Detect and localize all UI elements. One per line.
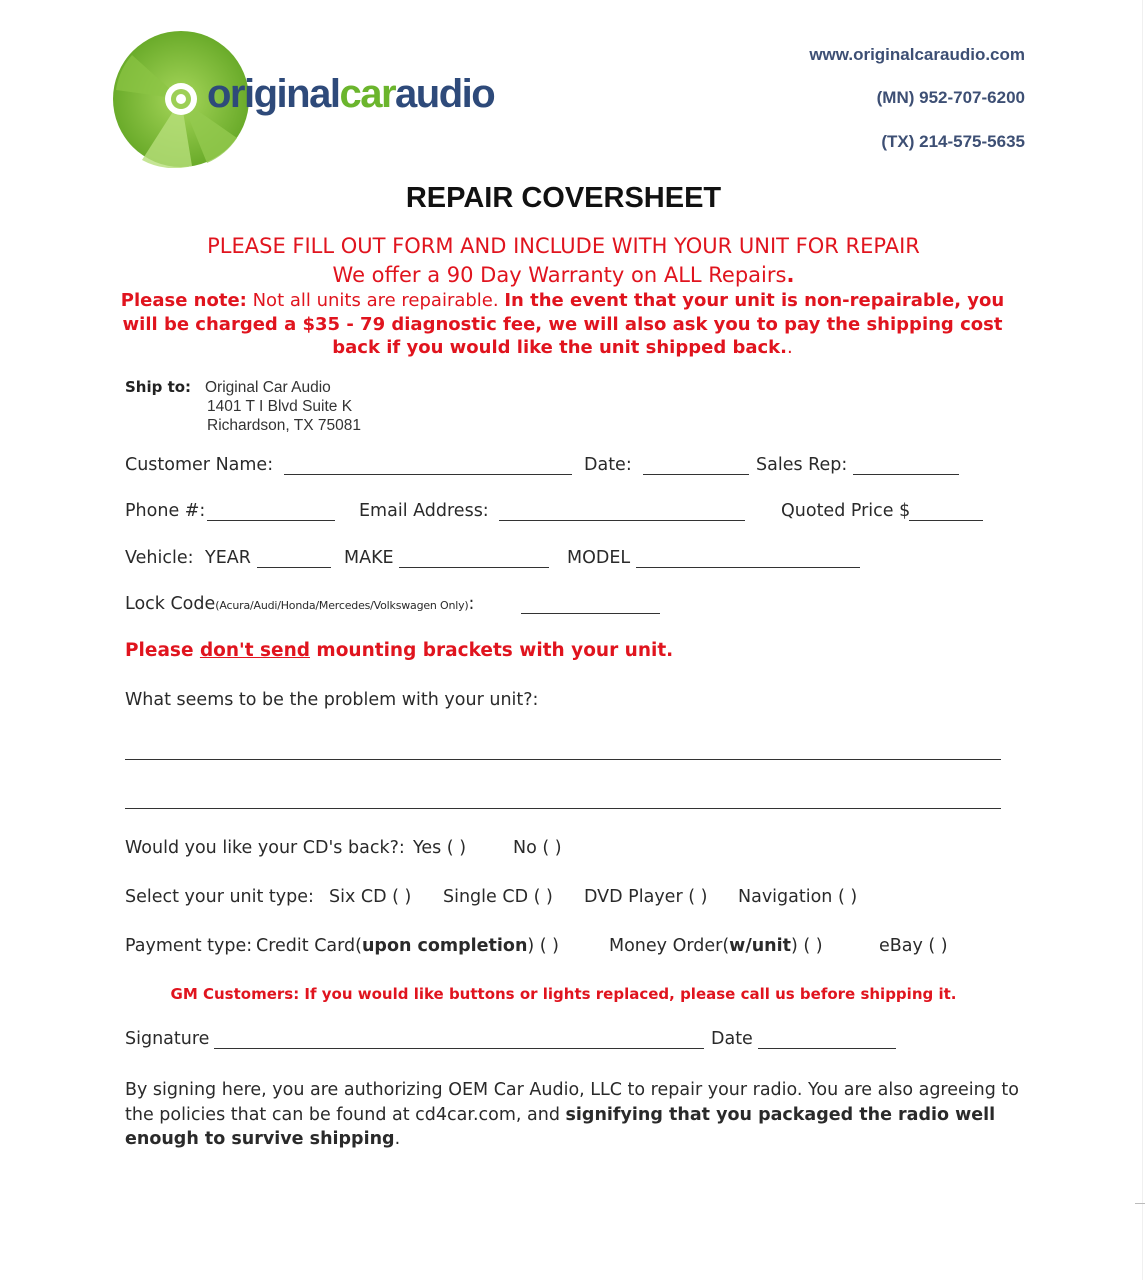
signature-date-label: Date <box>711 1029 753 1049</box>
website-link[interactable]: www.originalcaraudio.com <box>809 45 1025 64</box>
phone-label: Phone #: <box>125 501 206 521</box>
email-label: Email Address: <box>359 501 489 521</box>
date-label: Date: <box>584 455 632 475</box>
ship-to-label: Ship to: <box>125 378 192 396</box>
make-field[interactable] <box>399 567 549 568</box>
cd-back-yes-checkbox[interactable]: Yes ( ) <box>413 838 467 858</box>
year-field[interactable] <box>257 567 331 568</box>
page-title: REPAIR COVERSHEET <box>405 182 722 214</box>
payment-credit-checkbox[interactable]: Credit Card(upon completion) ( ) <box>256 936 560 956</box>
payment-ebay-checkbox[interactable]: eBay ( ) <box>879 936 948 956</box>
quoted-price-field[interactable] <box>909 520 983 521</box>
signature-date-field[interactable] <box>758 1048 896 1049</box>
signature-label: Signature <box>125 1029 210 1049</box>
warranty-notice: We offer a 90 Day Warranty on ALL Repairs. <box>332 263 795 287</box>
problem-field-line-1[interactable] <box>125 759 1001 760</box>
cd-back-no-checkbox[interactable]: No ( ) <box>513 838 562 858</box>
signature-field[interactable] <box>214 1048 704 1049</box>
unit-six-cd-checkbox[interactable]: Six CD ( ) <box>329 887 412 907</box>
phone-mn: (MN) 952-707-6200 <box>876 88 1025 107</box>
phone-tx: (TX) 214-575-5635 <box>881 132 1025 151</box>
unit-type-label: Select your unit type: <box>125 887 314 907</box>
quoted-price-label: Quoted Price $ <box>781 501 911 521</box>
problem-field-line-2[interactable] <box>125 808 1001 809</box>
notice-line-1: PLEASE FILL OUT FORM AND INCLUDE WITH YOUR UNIT FOR REPAIR <box>207 234 920 258</box>
customer-name-field[interactable] <box>284 474 572 475</box>
vehicle-label: Vehicle: <box>125 548 194 568</box>
lock-code-field[interactable] <box>521 613 660 614</box>
unit-dvd-checkbox[interactable]: DVD Player ( ) <box>584 887 708 907</box>
ship-to-street: 1401 T I Blvd Suite K <box>207 398 353 415</box>
model-field[interactable] <box>636 567 860 568</box>
payment-type-label: Payment type: <box>125 936 253 956</box>
ship-to-city: Richardson, TX 75081 <box>207 417 361 434</box>
sales-rep-label: Sales Rep: <box>756 455 848 475</box>
ship-to-address <box>205 378 361 435</box>
date-field[interactable] <box>643 474 749 475</box>
model-label: MODEL <box>567 548 631 568</box>
unit-single-cd-checkbox[interactable]: Single CD ( ) <box>443 887 553 907</box>
phone-field[interactable] <box>207 520 335 521</box>
ship-to-name: Original Car Audio <box>205 379 331 396</box>
logo-wordmark: originalcaraudio <box>207 72 495 116</box>
problem-question: What seems to be the problem with your unit?: <box>125 690 539 710</box>
year-label: YEAR <box>205 548 251 568</box>
sales-rep-field[interactable] <box>853 474 959 475</box>
page-edge-divider <box>1142 0 1143 1280</box>
email-field[interactable] <box>499 520 745 521</box>
gm-customers-notice: GM Customers: If you would like buttons or lights replaced, please call us before shipping it. <box>170 985 957 1003</box>
lock-code-label: Lock Code(Acura/Audi/Honda/Mercedes/Volkswagen Only): <box>125 594 475 614</box>
page-edge-tick <box>1135 1203 1145 1204</box>
repair-note: Please note: Not all units are repairable. In the event that your unit is non-repairable, you will be charged a $35 - 79 diagnostic fee, we will also ask you to pay the shipping cost back if you would like the unit shipped back.. <box>120 290 1005 358</box>
bracket-warning: Please don't send mounting brackets with your unit. <box>125 640 674 661</box>
payment-money-order-checkbox[interactable]: Money Order(w/unit) ( ) <box>609 936 823 956</box>
make-label: MAKE <box>344 548 394 568</box>
authorization-text: By signing here, you are authorizing OEM Car Audio, LLC to repair your radio. You are also agreeing to the policies that can be found at cd4car.com, and signifying that you packaged the radio well enough to survive shipping. <box>125 1080 1019 1149</box>
cd-back-question: Would you like your CD's back?: <box>125 838 405 858</box>
customer-name-label: Customer Name: <box>125 455 274 475</box>
unit-navigation-checkbox[interactable]: Navigation ( ) <box>738 887 858 907</box>
